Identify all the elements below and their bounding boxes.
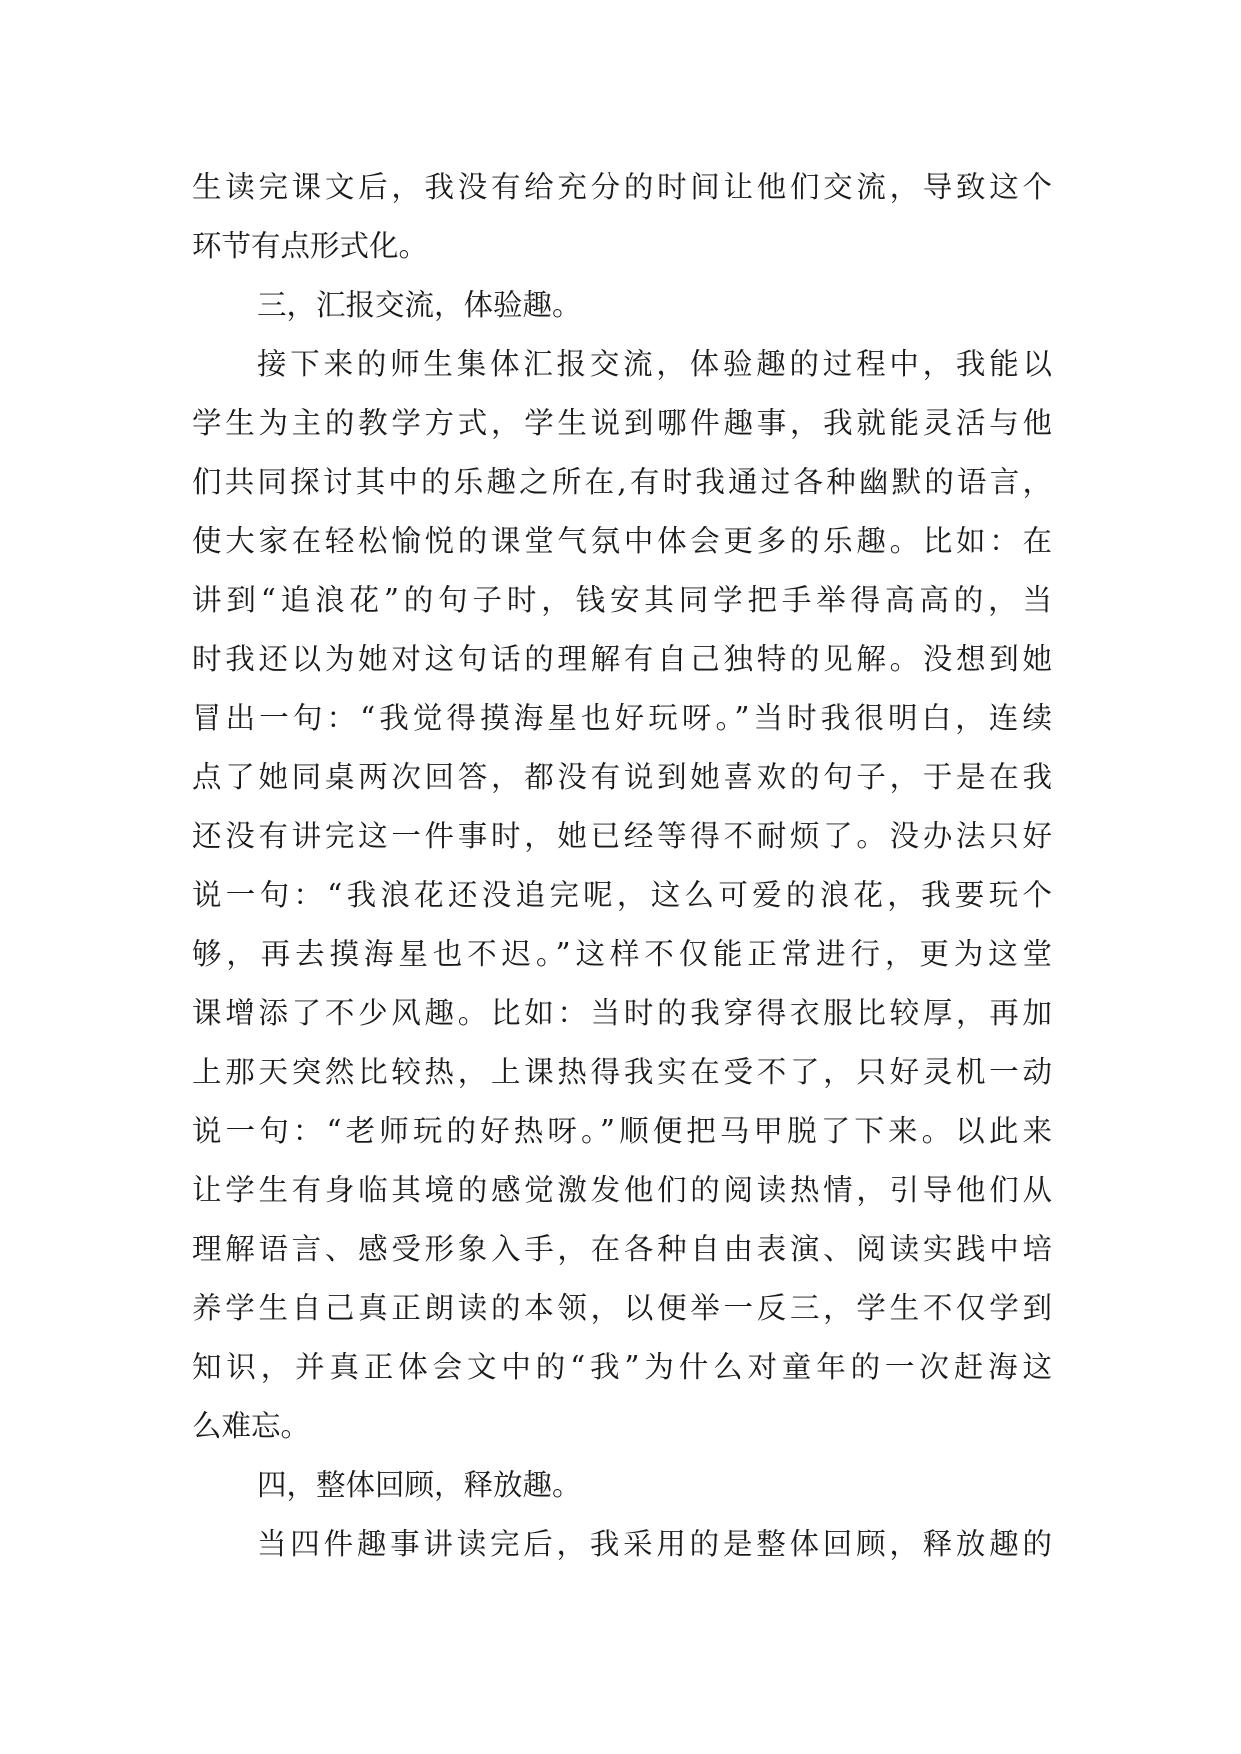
text-line: 知识，并真正体会文中的“我”为什么对童年的一次赶海这 (192, 1350, 1052, 1384)
text-line: 们共同探讨其中的乐趣之所在,有时我通过各种幽默的语言， (192, 465, 1052, 499)
text-line: 当四件趣事讲读完后，我采用的是整体回顾，释放趣的 (257, 1527, 1052, 1561)
text-line: 冒出一句：“我觉得摸海星也好玩呀。”当时我很明白，连续 (192, 701, 1052, 735)
text-line: 学生为主的教学方式，学生说到哪件趣事，我就能灵活与他 (192, 406, 1052, 440)
text-line: 说一句：“老师玩的好热呀。”顺便把马甲脱了下来。以此来 (192, 1114, 1052, 1148)
text-line: 还没有讲完这一件事时，她已经等得不耐烦了。没办法只好 (192, 819, 1052, 853)
text-line: 时我还以为她对这句话的理解有自己独特的见解。没想到她 (192, 642, 1052, 676)
section-heading: 四，整体回顾，释放趣。 (257, 1468, 582, 1502)
text-line: 上那天突然比较热，上课热得我实在受不了，只好灵机一动 (192, 1055, 1052, 1089)
text-line: 接下来的师生集体汇报交流，体验趣的过程中，我能以 (257, 347, 1052, 381)
section-heading: 三，汇报交流，体验趣。 (257, 288, 582, 322)
text-line: 环节有点形式化。 (192, 229, 429, 263)
text-line: 么难忘。 (192, 1409, 311, 1443)
text-line: 理解语言、感受形象入手，在各种自由表演、阅读实践中培 (192, 1232, 1052, 1266)
text-line: 点了她同桌两次回答，都没有说到她喜欢的句子，于是在我 (192, 760, 1052, 794)
text-line: 生读完课文后，我没有给充分的时间让他们交流，导致这个 (192, 170, 1052, 204)
text-line: 使大家在轻松愉悦的课堂气氛中体会更多的乐趣。比如：在 (192, 524, 1052, 558)
text-line: 说一句：“我浪花还没追完呢，这么可爱的浪花，我要玩个 (192, 878, 1052, 912)
text-line: 让学生有身临其境的感觉激发他们的阅读热情，引导他们从 (192, 1173, 1052, 1207)
body-text (192, 158, 1052, 1574)
text-line: 课增添了不少风趣。比如：当时的我穿得衣服比较厚，再加 (192, 996, 1052, 1030)
text-line: 讲到“追浪花”的句子时，钱安其同学把手举得高高的，当 (192, 583, 1052, 617)
text-line: 够，再去摸海星也不迟。”这样不仅能正常进行，更为这堂 (192, 937, 1052, 971)
text-line: 养学生自己真正朗读的本领，以便举一反三，学生不仅学到 (192, 1291, 1052, 1325)
